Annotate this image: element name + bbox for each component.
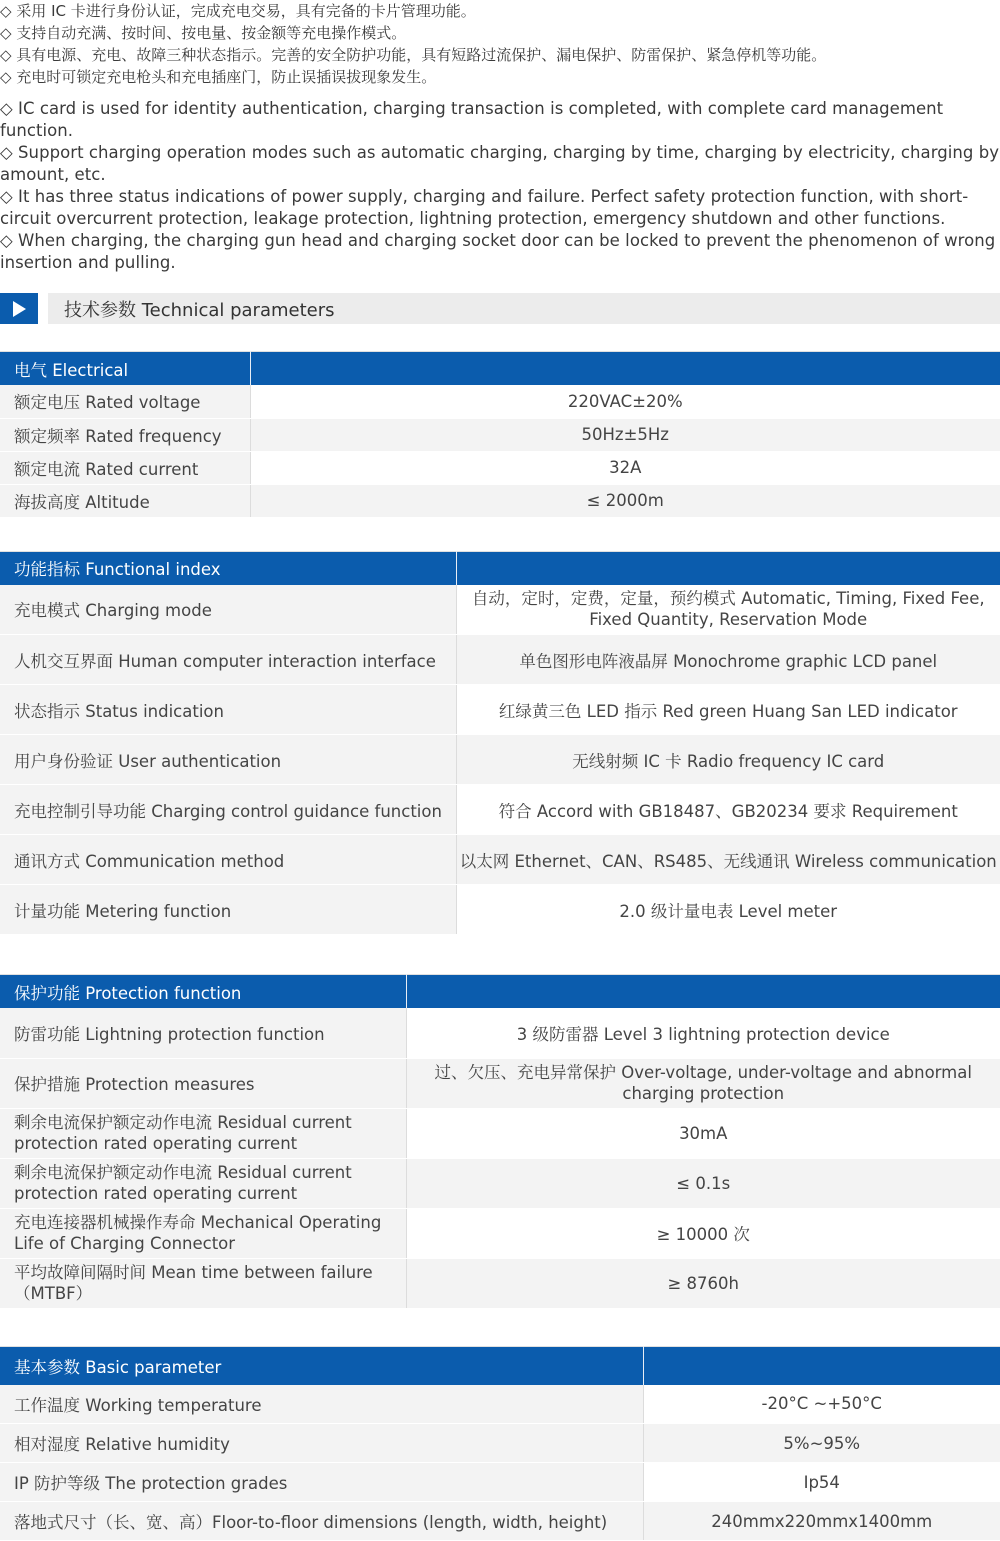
table-row bbox=[0, 451, 1000, 484]
row-label: 充电连接器机械操作寿命 Mechanical Operating Life of Charging Connector bbox=[0, 1208, 406, 1258]
row-label: 剩余电流保护额定动作电流 Residual current protection rated operating current bbox=[0, 1108, 406, 1158]
functional-table bbox=[0, 551, 1000, 936]
table-row bbox=[0, 1258, 1000, 1308]
functional-header: 功能指标 Functional index bbox=[0, 551, 456, 585]
row-value: ≤ 2000m bbox=[250, 484, 1000, 517]
row-value: -20°C ~+50°C bbox=[643, 1385, 1000, 1424]
table-row bbox=[0, 1463, 1000, 1502]
intro-en-line: ◇ Support charging operation modes such as automatic charging, charging by time, charging by electricity, charging by amount, etc. bbox=[0, 142, 1000, 186]
electrical-table bbox=[0, 351, 1000, 518]
row-label: 保护措施 Protection measures bbox=[0, 1058, 406, 1108]
row-value: Ip54 bbox=[643, 1463, 1000, 1502]
table-header-row bbox=[0, 975, 1000, 1009]
row-label: 计量功能 Metering function bbox=[0, 885, 456, 935]
row-label: 通讯方式 Communication method bbox=[0, 835, 456, 885]
row-label: 海拔高度 Altitude bbox=[0, 484, 250, 517]
row-label: 剩余电流保护额定动作电流 Residual current protection rated operating current bbox=[0, 1158, 406, 1208]
row-label: 状态指示 Status indication bbox=[0, 685, 456, 735]
row-value: ≤ 0.1s bbox=[406, 1158, 1000, 1208]
table-row bbox=[0, 1424, 1000, 1463]
row-label: 相对湿度 Relative humidity bbox=[0, 1424, 643, 1463]
row-value: 无线射频 IC 卡 Radio frequency IC card bbox=[456, 735, 1000, 785]
row-value: 32A bbox=[250, 451, 1000, 484]
intro-en-line: ◇ When charging, the charging gun head and charging socket door can be locked to prevent the phenomenon of wrong insertion and pulling. bbox=[0, 230, 1000, 274]
table-row bbox=[0, 1108, 1000, 1158]
intro-en-line: ◇ It has three status indications of power supply, charging and failure. Perfect safety protection function, with short-circuit overcurrent protection, leakage protection, lightning protection, emergency shutdown and other functions. bbox=[0, 186, 1000, 230]
row-label: 用户身份验证 User authentication bbox=[0, 735, 456, 785]
row-value: 3 级防雷器 Level 3 lightning protection device bbox=[406, 1008, 1000, 1058]
table-row bbox=[0, 385, 1000, 418]
table-row bbox=[0, 1008, 1000, 1058]
row-value: 2.0 级计量电表 Level meter bbox=[456, 885, 1000, 935]
row-label: 平均故障间隔时间 Mean time between failure（MTBF） bbox=[0, 1258, 406, 1308]
row-value: 240mmx220mmx1400mm bbox=[643, 1502, 1000, 1541]
row-label: 防雷功能 Lightning protection function bbox=[0, 1008, 406, 1058]
row-value: ≥ 10000 次 bbox=[406, 1208, 1000, 1258]
row-value: 5%~95% bbox=[643, 1424, 1000, 1463]
table-row bbox=[0, 835, 1000, 885]
table-row bbox=[0, 685, 1000, 735]
table-header-row bbox=[0, 1346, 1000, 1385]
intro-en bbox=[0, 98, 1000, 274]
intro-cn bbox=[0, 0, 1000, 88]
row-value: 50Hz±5Hz bbox=[250, 418, 1000, 451]
row-value: 220VAC±20% bbox=[250, 385, 1000, 418]
table-row bbox=[0, 735, 1000, 785]
table-header-row bbox=[0, 551, 1000, 585]
table-row bbox=[0, 585, 1000, 635]
row-value: 30mA bbox=[406, 1108, 1000, 1158]
row-label: 额定电压 Rated voltage bbox=[0, 385, 250, 418]
row-value: 符合 Accord with GB18487、GB20234 要求 Requirement bbox=[456, 785, 1000, 835]
table-row bbox=[0, 885, 1000, 935]
table-row bbox=[0, 1058, 1000, 1108]
table-row bbox=[0, 1208, 1000, 1258]
table-row bbox=[0, 418, 1000, 451]
row-label: 工作温度 Working temperature bbox=[0, 1385, 643, 1424]
table-row bbox=[0, 1502, 1000, 1541]
protection-table bbox=[0, 974, 1000, 1309]
section-title: 技术参数 Technical parameters bbox=[48, 296, 335, 322]
row-value: 红绿黄三色 LED 指示 Red green Huang San LED indicator bbox=[456, 685, 1000, 735]
table-header-row bbox=[0, 352, 1000, 386]
row-value: 过、欠压、充电异常保护 Over-voltage, under-voltage and abnormal charging protection bbox=[406, 1058, 1000, 1108]
play-arrow-icon bbox=[0, 293, 38, 324]
intro-cn-line: ◇ 充电时可锁定充电枪头和充电插座门，防止误插误拔现象发生。 bbox=[0, 66, 1000, 88]
intro-cn-line: ◇ 支持自动充满、按时间、按电量、按金额等充电操作模式。 bbox=[0, 22, 1000, 44]
row-value: 单色图形电阵液晶屏 Monochrome graphic LCD panel bbox=[456, 635, 1000, 685]
row-label: 充电模式 Charging mode bbox=[0, 585, 456, 635]
row-label: 充电控制引导功能 Charging control guidance function bbox=[0, 785, 456, 835]
row-label: 人机交互界面 Human computer interaction interface bbox=[0, 635, 456, 685]
intro-cn-line: ◇ 采用 IC 卡进行身份认证，完成充电交易，具有完备的卡片管理功能。 bbox=[0, 0, 1000, 22]
table-row bbox=[0, 1158, 1000, 1208]
row-label: 落地式尺寸（长、宽、高）Floor-to-floor dimensions (length, width, height) bbox=[0, 1502, 643, 1541]
row-value: 以太网 Ethernet、CAN、RS485、无线通讯 Wireless communication bbox=[456, 835, 1000, 885]
row-value: 自动，定时，定费，定量，预约模式 Automatic, Timing, Fixed Fee, Fixed Quantity, Reservation Mode bbox=[456, 585, 1000, 635]
basic-table bbox=[0, 1346, 1000, 1541]
row-label: 额定频率 Rated frequency bbox=[0, 418, 250, 451]
protection-header: 保护功能 Protection function bbox=[0, 975, 406, 1009]
intro-en-line: ◇ IC card is used for identity authentication, charging transaction is completed, with complete card management function. bbox=[0, 98, 1000, 142]
intro-cn-line: ◇ 具有电源、充电、故障三种状态指示。完善的安全防护功能，具有短路过流保护、漏电保护、防雷保护、紧急停机等功能。 bbox=[0, 44, 1000, 66]
row-label: 额定电流 Rated current bbox=[0, 451, 250, 484]
table-row bbox=[0, 635, 1000, 685]
row-label: IP 防护等级 The protection grades bbox=[0, 1463, 643, 1502]
table-row bbox=[0, 484, 1000, 517]
section-header bbox=[0, 293, 1000, 324]
table-row bbox=[0, 785, 1000, 835]
electrical-header: 电气 Electrical bbox=[0, 352, 250, 386]
table-row bbox=[0, 1385, 1000, 1424]
basic-header: 基本参数 Basic parameter bbox=[0, 1346, 643, 1385]
row-value: ≥ 8760h bbox=[406, 1258, 1000, 1308]
